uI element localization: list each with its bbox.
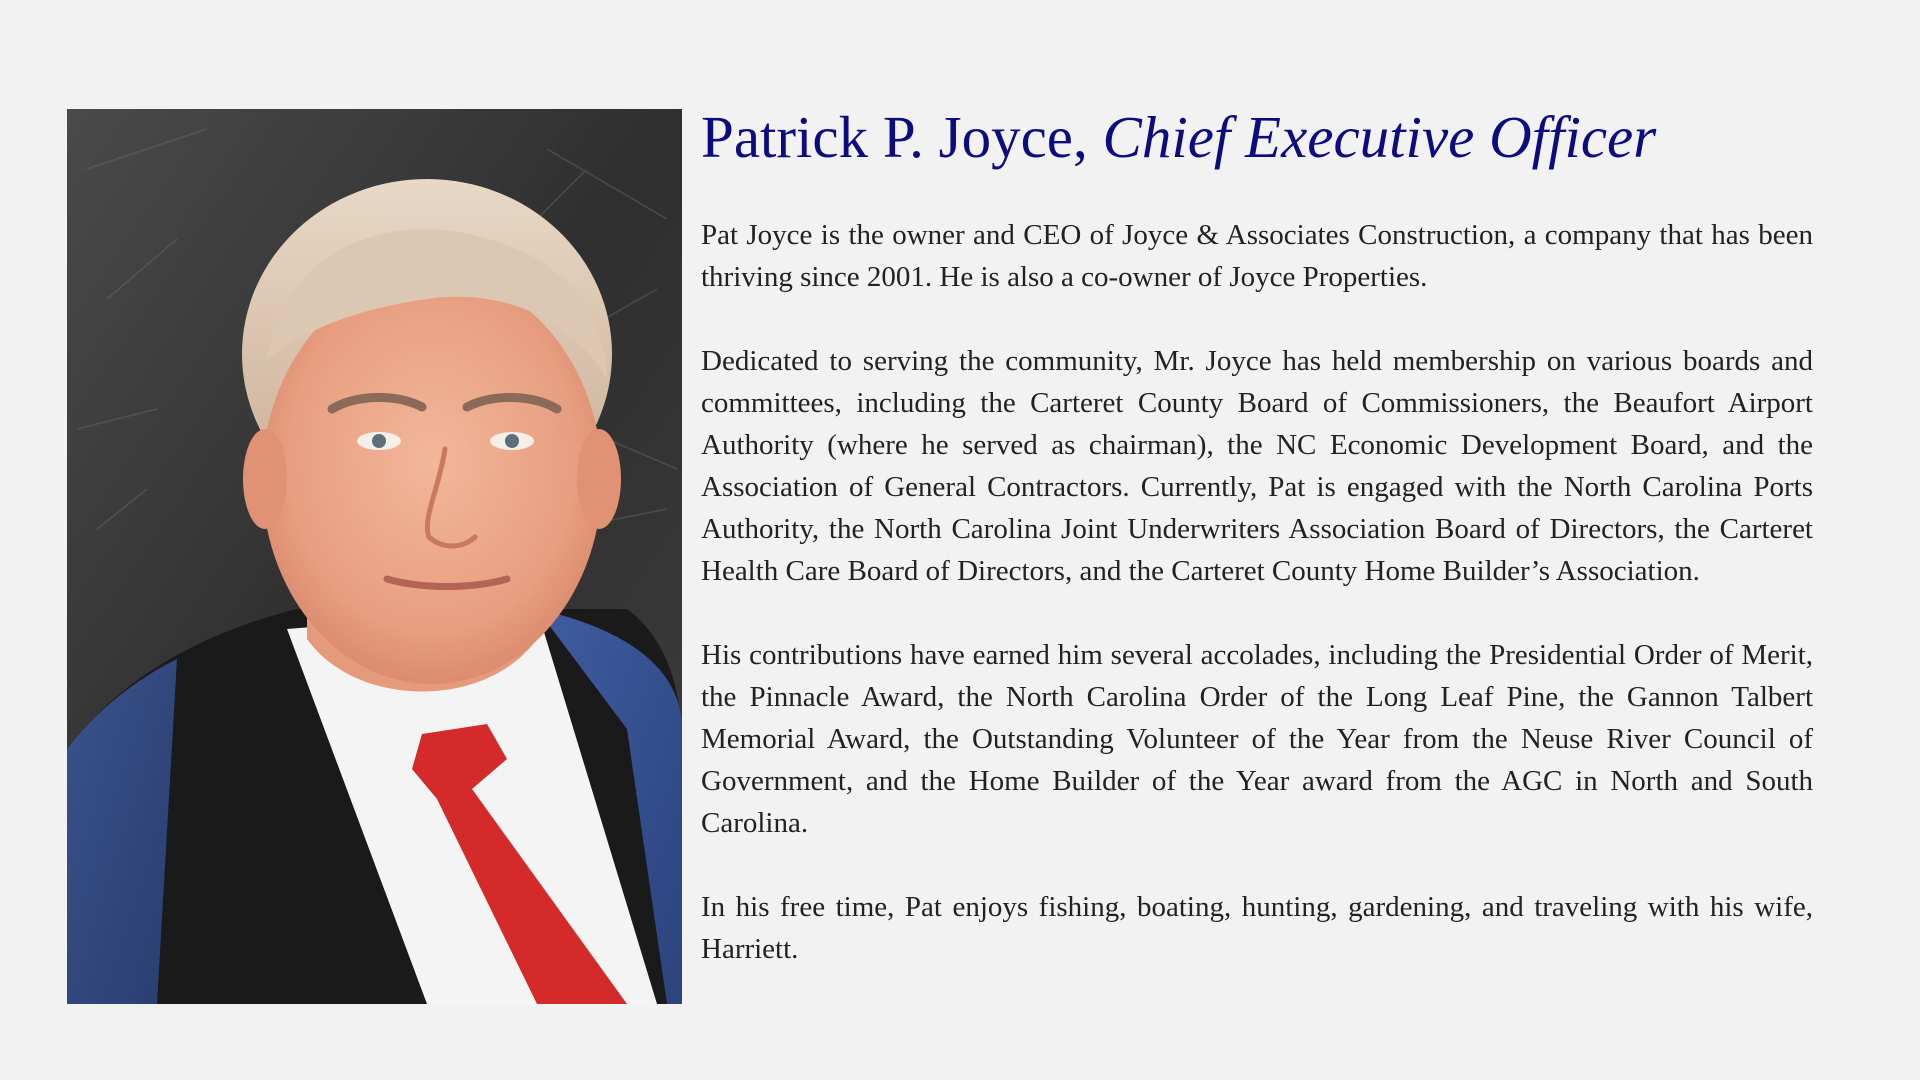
portrait-illustration [67, 109, 682, 1004]
bio-paragraph: Pat Joyce is the owner and CEO of Joyce & Associates Construction, a company that has been thriving since 2001. He is also a co-owner of Joyce Properties. [701, 219, 1813, 293]
bio-paragraph: Dedicated to serving the community, Mr. Joyce has held membership on various boards and committees, including the Carteret County Board of Commissioners, the Beaufort Airport Authority (where he served as chairman), the NC Economic Development Board, and the Association of General Contractors. Currently, Pat is engaged with the North Carolina Ports Authority, the North Carolina Joint Underwriters Association Board of Directors, the Carteret Health Care Board of Directors, and the Carteret County Home Builder’s Association. [701, 345, 1813, 587]
portrait-photo [67, 109, 682, 1004]
person-role: Chief Executive Officer [1102, 104, 1657, 170]
bio-paragraph: In his free time, Pat enjoys fishing, boating, hunting, gardening, and traveling with his wife, Harriett. [701, 891, 1813, 965]
bio-section [701, 102, 1813, 970]
left-ear [243, 429, 287, 529]
right-ear [577, 429, 621, 529]
bio-paragraph: His contributions have earned him several accolades, including the Presidential Order of Merit, the Pinnacle Award, the North Carolina Order of the Long Leaf Pine, the Gannon Talbert Memorial Award, the Outstanding Volunteer of the Year from the Neuse River Council of Government, and the Home Builder of the Year award from the AGC in North and South Carolina. [701, 639, 1813, 839]
person-name: Patrick P. Joyce, [701, 104, 1103, 170]
left-iris [372, 434, 386, 448]
face [262, 274, 602, 684]
bio-heading [701, 102, 1813, 172]
right-iris [505, 434, 519, 448]
